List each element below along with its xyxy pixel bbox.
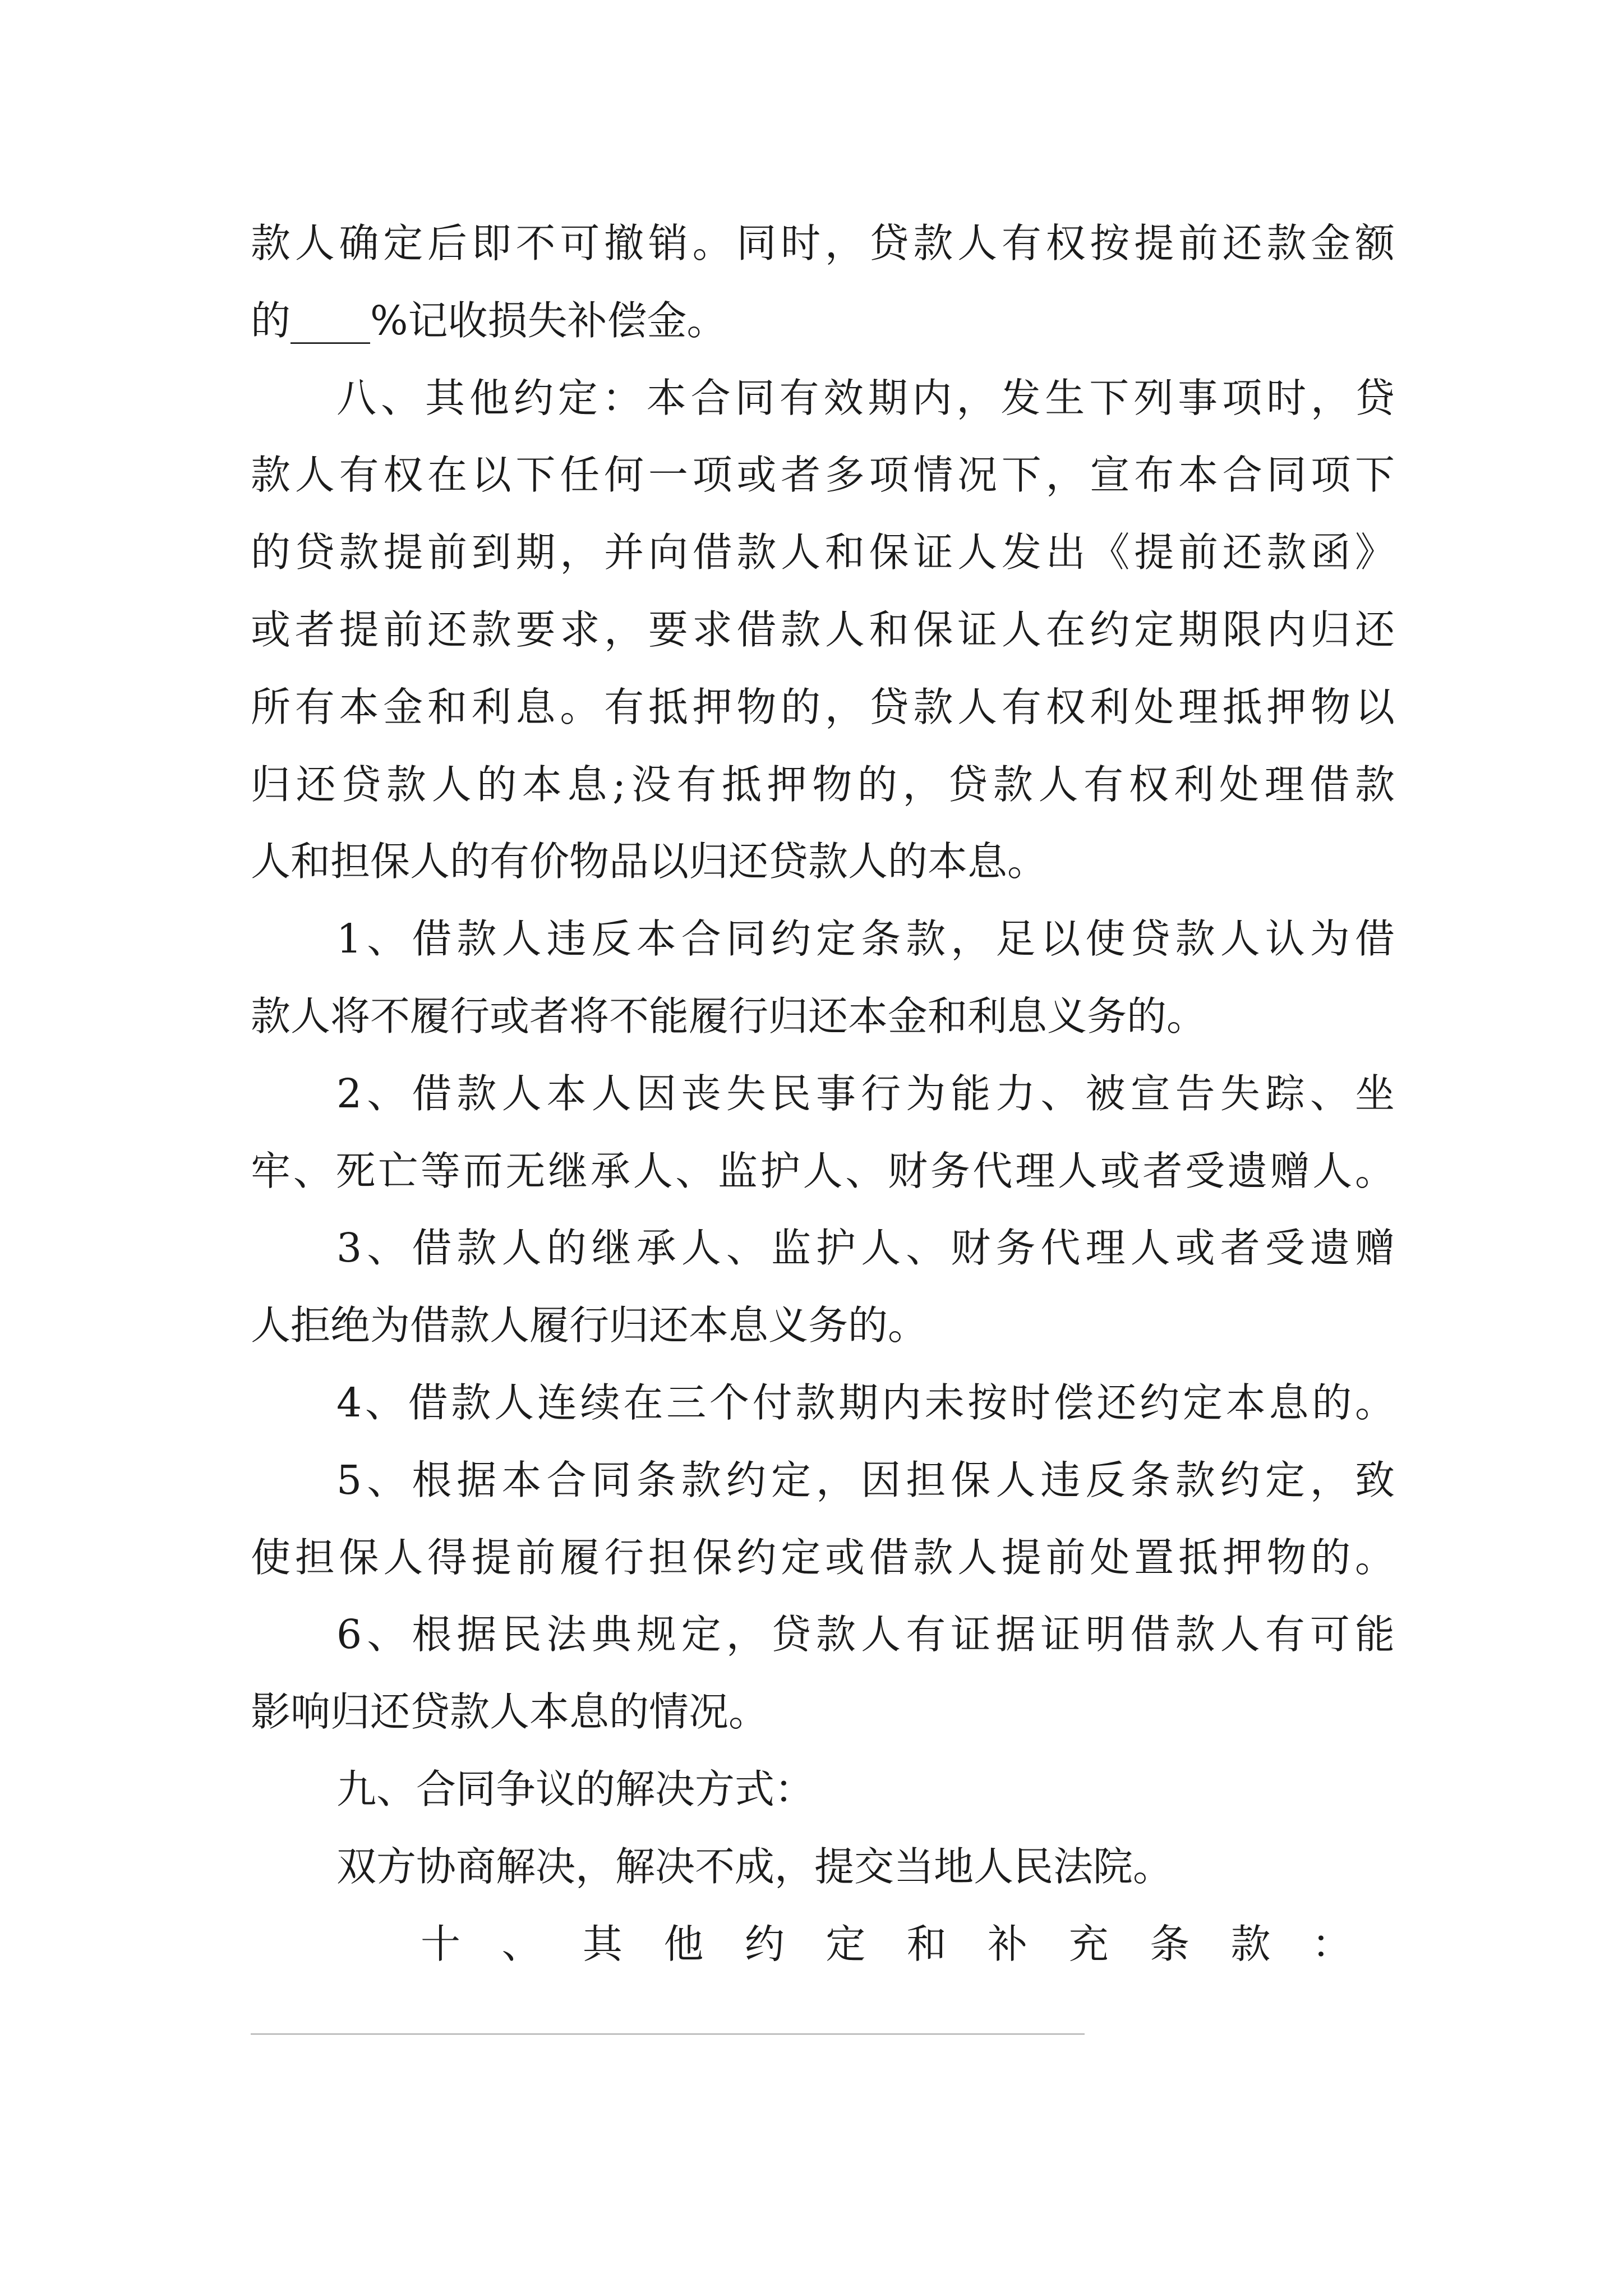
text-line: 或者提前还款要求，要求借款人和保证人在约定期限内归还 [251,606,1395,653]
text-line: 影响归还贷款人本息的情况。 [251,1688,769,1736]
text-line: 款人确定后即不可撤销。同时，贷款人有权按提前还款金额 [251,220,1395,266]
document-page [251,205,1395,1982]
fill-in-blank-line [251,2033,1085,2035]
list-item-line: 1、借款人违反本合同约定条款，足以使贷款人认为借 [336,915,1395,963]
text-line: 所有本金和利息。有抵押物的，贷款人有权利处理抵押物以 [251,683,1395,730]
text-line: 人和担保人的有价物品以归还贷款人的本息。 [251,838,1048,885]
list-item-line: 5、根据本合同条款约定，因担保人违反条款约定，致 [336,1456,1395,1503]
text-line: 使担保人得提前履行担保约定或借款人提前处置抵押物的。 [251,1534,1395,1581]
text-line: 款人将不履行或者将不能履行归还本金和利息义务的。 [251,992,1207,1039]
clause-heading-line: 八、其他约定：本合同有效期内，发生下列事项时，贷 [336,374,1395,421]
list-item-line: 4、借款人连续在三个付款期内未按时偿还约定本息的。 [336,1379,1395,1426]
text-line: 的____%记收损失补偿金。 [251,297,727,344]
text-line: 人拒绝为借款人履行归还本息义务的。 [251,1302,928,1349]
list-item-line: 3、借款人的继承人、监护人、财务代理人或者受遗赠 [336,1225,1395,1272]
clause-heading-line: 九、合同争议的解决方式： [336,1765,815,1812]
clause-heading-line: 十、其他约定和补充条款： [421,1920,1352,1967]
text-line: 归还贷款人的本息;没有抵押物的，贷款人有权利处理借款 [251,761,1395,808]
list-item-line: 6、根据民法典规定，贷款人有证据证明借款人有可能 [336,1611,1395,1658]
text-line: 双方协商解决，解决不成，提交当地人民法院。 [336,1843,1173,1890]
list-item-line: 2、借款人本人因丧失民事行为能力、被宣告失踪、坐 [336,1070,1395,1117]
text-line: 的贷款提前到期，并向借款人和保证人发出《提前还款函》 [251,529,1395,576]
text-line: 款人有权在以下任何一项或者多项情况下，宣布本合同项下 [251,452,1395,499]
text-line: 牢、死亡等而无继承人、监护人、财务代理人或者受遗赠人。 [251,1147,1395,1194]
